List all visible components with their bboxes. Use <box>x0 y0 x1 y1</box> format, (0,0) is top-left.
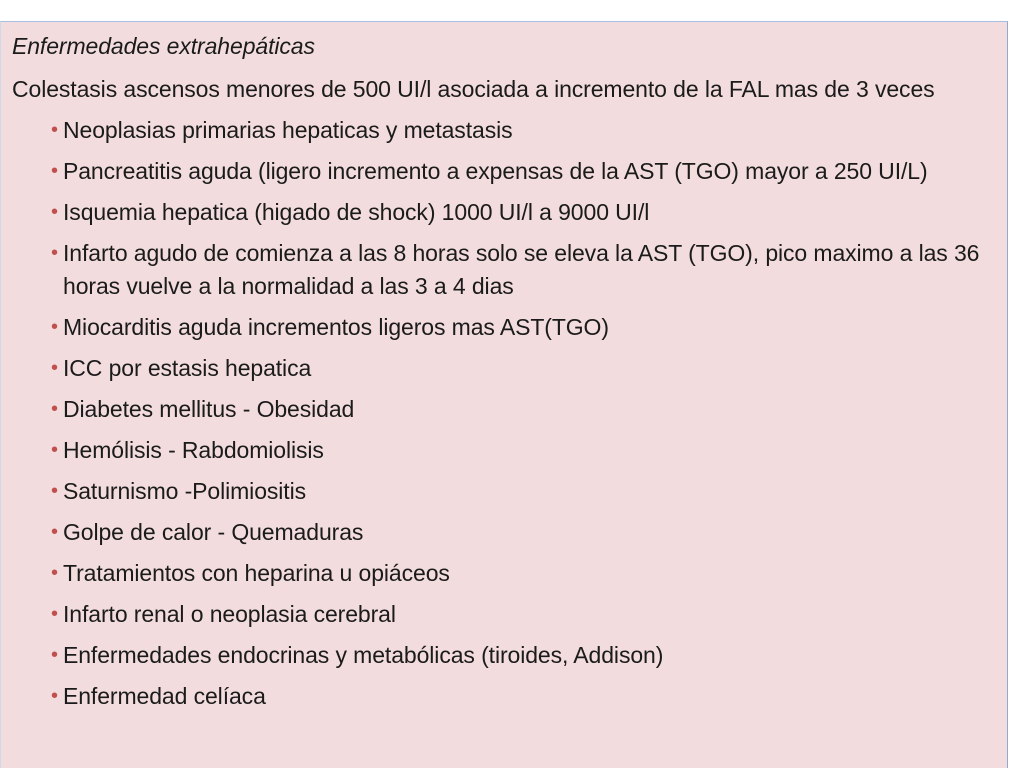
list-item <box>12 311 997 344</box>
bullet-icon: • <box>51 439 58 461</box>
list-item-text: ICC por estasis hepatica <box>63 355 312 381</box>
list-item-text: Enfermedad celíaca <box>63 683 266 709</box>
list-item-text: Pancreatitis aguda (ligero incremento a expensas de la AST (TGO) mayor a 250 UI/L) <box>63 158 928 184</box>
list-item-text: Saturnismo -Polimiositis <box>63 478 306 504</box>
bullet-icon: • <box>51 242 58 264</box>
list-item <box>12 557 997 590</box>
bullet-icon: • <box>51 398 58 420</box>
list-item-text: Neoplasias primarias hepaticas y metastasis <box>63 117 513 143</box>
list-item <box>12 516 997 549</box>
bullet-icon: • <box>51 521 58 543</box>
list-item <box>12 475 997 508</box>
list-item-text: Golpe de calor - Quemaduras <box>63 519 364 545</box>
list-item <box>12 639 997 672</box>
list-item-text: Infarto agudo de comienza a las 8 horas solo se eleva la AST (TGO), pico maximo a las 36 horas vuelve a la normalidad a las 3 a 4 dias <box>63 240 980 299</box>
bullet-icon: • <box>51 160 58 182</box>
list-item-text: Isquemia hepatica (higado de shock) 1000 UI/l a 9000 UI/l <box>63 199 650 225</box>
list-item <box>12 434 997 467</box>
intro-paragraph: Colestasis ascensos menores de 500 UI/l asociada a incremento de la FAL mas de 3 veces <box>12 76 935 102</box>
list-item-text: Hemólisis - Rabdomiolisis <box>63 437 324 463</box>
list-item <box>12 393 997 426</box>
list-item <box>12 352 997 385</box>
bullet-icon: • <box>51 562 58 584</box>
list-item <box>12 598 997 631</box>
list-item-text: Enfermedades endocrinas y metabólicas (tiroides, Addison) <box>63 642 664 668</box>
list-item <box>12 114 997 147</box>
bullet-icon: • <box>51 644 58 666</box>
list-item-text: Miocarditis aguda incrementos ligeros mas AST(TGO) <box>63 314 609 340</box>
bullet-icon: • <box>51 316 58 338</box>
slide-title: Enfermedades extrahepáticas <box>12 33 315 59</box>
bullet-icon: • <box>51 603 58 625</box>
list-item <box>12 196 997 229</box>
list-item <box>12 680 997 713</box>
bullet-icon: • <box>51 480 58 502</box>
list-item-text: Infarto renal o neoplasia cerebral <box>63 601 396 627</box>
list-item-text: Tratamientos con heparina u opiáceos <box>63 560 450 586</box>
bullet-icon: • <box>51 201 58 223</box>
bullet-icon: • <box>51 685 58 707</box>
disease-list <box>12 114 997 713</box>
list-item-text: Diabetes mellitus - Obesidad <box>63 396 355 422</box>
slide-text-body <box>12 30 997 721</box>
bullet-icon: • <box>51 119 58 141</box>
list-item <box>12 155 997 188</box>
slide-content-box <box>0 21 1008 768</box>
list-item <box>12 237 997 303</box>
bullet-icon: • <box>51 357 58 379</box>
